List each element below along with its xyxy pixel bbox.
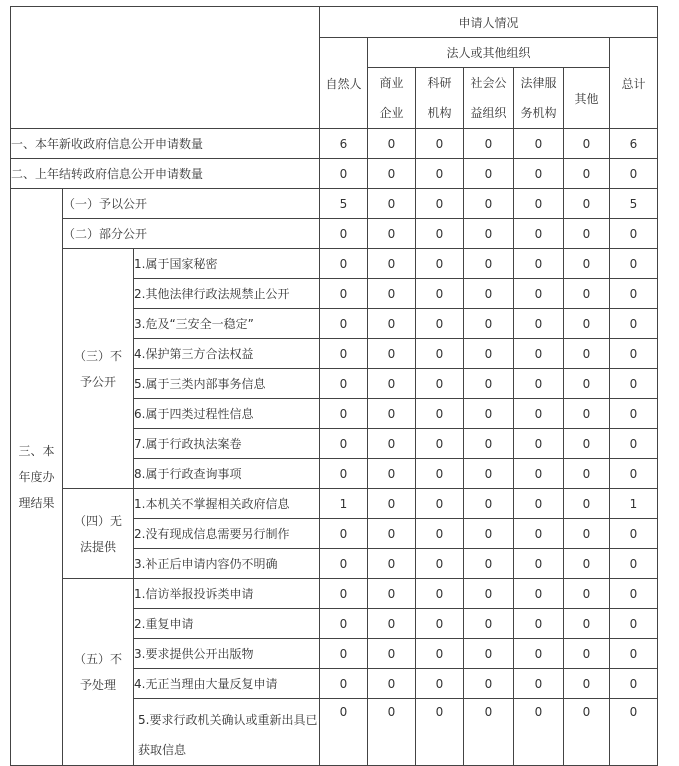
cell-value: 0 (610, 699, 658, 766)
cell-value: 0 (368, 489, 416, 519)
cell-value: 0 (514, 279, 564, 309)
table-row (11, 189, 658, 219)
cell-value: 0 (564, 519, 610, 549)
cell-value: 0 (564, 309, 610, 339)
cell-value: 0 (320, 159, 368, 189)
cell-value: 0 (610, 669, 658, 699)
cell-value: 0 (514, 129, 564, 159)
cell-value: 0 (416, 429, 464, 459)
row-label: 3.危及“三安全一稳定” (134, 309, 320, 339)
cell-value: 0 (368, 309, 416, 339)
cell-value: 0 (514, 489, 564, 519)
cell-value: 0 (610, 549, 658, 579)
cell-value: 0 (610, 339, 658, 369)
row-label: 2.其他法律行政法规禁止公开 (134, 279, 320, 309)
total-header: 总计 (610, 38, 658, 129)
commercial-header: 商业 企业 (368, 68, 416, 129)
cell-value: 0 (564, 459, 610, 489)
cell-value: 0 (464, 129, 514, 159)
row-label: 1.本机关不掌握相关政府信息 (134, 489, 320, 519)
cell-value: 0 (464, 429, 514, 459)
cell-value: 0 (610, 309, 658, 339)
cell-value: 0 (514, 699, 564, 766)
cell-value: 0 (464, 249, 514, 279)
cell-value: 0 (368, 279, 416, 309)
cell-value: 0 (564, 369, 610, 399)
cell-value: 0 (514, 459, 564, 489)
cell-value: 0 (368, 459, 416, 489)
cell-value: 0 (514, 639, 564, 669)
cell-value: 0 (464, 549, 514, 579)
cell-value: 0 (416, 399, 464, 429)
cell-value: 0 (416, 189, 464, 219)
cell-value: 0 (368, 189, 416, 219)
cell-value: 0 (564, 159, 610, 189)
row-label: （一）予以公开 (63, 189, 320, 219)
unable-group-label: （四）无 法提供 (63, 489, 134, 579)
cell-value: 0 (564, 579, 610, 609)
row-label: 2.没有现成信息需要另行制作 (134, 519, 320, 549)
cell-value: 0 (368, 339, 416, 369)
cell-value: 0 (416, 249, 464, 279)
gov-info-disclosure-table (10, 6, 658, 766)
cell-value: 0 (610, 519, 658, 549)
cell-value: 0 (610, 159, 658, 189)
cell-value: 0 (320, 249, 368, 279)
row-label: 一、本年新收政府信息公开申请数量 (11, 129, 320, 159)
cell-value: 0 (320, 309, 368, 339)
cell-value: 0 (416, 639, 464, 669)
header-corner-cell (11, 7, 320, 129)
cell-value: 0 (464, 219, 514, 249)
cell-value: 0 (320, 369, 368, 399)
row-label: 7.属于行政执法案卷 (134, 429, 320, 459)
cell-value: 0 (514, 399, 564, 429)
cell-value: 0 (368, 369, 416, 399)
cell-value: 0 (610, 279, 658, 309)
cell-value: 0 (564, 129, 610, 159)
cell-value: 0 (464, 459, 514, 489)
cell-value: 6 (610, 129, 658, 159)
cell-value: 6 (320, 129, 368, 159)
cell-value: 0 (610, 369, 658, 399)
cell-value: 0 (416, 519, 464, 549)
cell-value: 0 (320, 519, 368, 549)
cell-value: 0 (320, 429, 368, 459)
cell-value: 0 (416, 129, 464, 159)
cell-value: 0 (368, 639, 416, 669)
row-label: 5.属于三类内部事务信息 (134, 369, 320, 399)
cell-value: 0 (564, 219, 610, 249)
cell-value: 0 (416, 339, 464, 369)
cell-value: 0 (514, 549, 564, 579)
cell-value: 1 (320, 489, 368, 519)
cell-value: 0 (514, 519, 564, 549)
legal-service-header: 法律服 务机构 (514, 68, 564, 129)
cell-value: 0 (610, 639, 658, 669)
cell-value: 0 (514, 219, 564, 249)
row-label: 1.属于国家秘密 (134, 249, 320, 279)
cell-value: 0 (610, 249, 658, 279)
table-row (11, 219, 658, 249)
cell-value: 0 (368, 249, 416, 279)
legal-orgs-header: 法人或其他组织 (368, 38, 610, 68)
cell-value: 0 (368, 129, 416, 159)
cell-value: 0 (514, 429, 564, 459)
cell-value: 0 (320, 699, 368, 766)
cell-value: 0 (320, 609, 368, 639)
other-header: 其他 (564, 68, 610, 129)
cell-value: 0 (514, 369, 564, 399)
natural-person-header: 自然人 (320, 38, 368, 129)
table-row (11, 489, 658, 519)
cell-value: 0 (320, 459, 368, 489)
row-label: 2.重复申请 (134, 609, 320, 639)
cell-value: 0 (320, 219, 368, 249)
cell-value: 0 (464, 189, 514, 219)
cell-value: 0 (464, 579, 514, 609)
applicant-situation-header: 申请人情况 (320, 7, 658, 38)
cell-value: 0 (464, 669, 514, 699)
row-label: 1.信访举报投诉类申请 (134, 579, 320, 609)
cell-value: 0 (416, 579, 464, 609)
cell-value: 0 (564, 339, 610, 369)
cell-value: 0 (514, 339, 564, 369)
cell-value: 0 (416, 489, 464, 519)
not-process-group-label: （五）不 予处理 (63, 579, 134, 766)
cell-value: 0 (610, 219, 658, 249)
header-row-1 (11, 7, 658, 38)
cell-value: 0 (564, 249, 610, 279)
cell-value: 0 (416, 699, 464, 766)
cell-value: 0 (564, 639, 610, 669)
cell-value: 0 (368, 399, 416, 429)
social-public-header: 社会公 益组织 (464, 68, 514, 129)
cell-value: 0 (368, 609, 416, 639)
cell-value: 0 (320, 579, 368, 609)
cell-value: 0 (464, 279, 514, 309)
cell-value: 0 (368, 219, 416, 249)
cell-value: 0 (610, 579, 658, 609)
not-disclose-group-label: （三）不 予公开 (63, 249, 134, 489)
cell-value: 0 (320, 639, 368, 669)
cell-value: 0 (464, 699, 514, 766)
cell-value: 0 (564, 669, 610, 699)
cell-value: 0 (514, 159, 564, 189)
cell-value: 0 (564, 189, 610, 219)
cell-value: 0 (416, 279, 464, 309)
cell-value: 0 (514, 609, 564, 639)
cell-value: 0 (320, 279, 368, 309)
cell-value: 0 (610, 609, 658, 639)
table-row (11, 579, 658, 609)
cell-value: 0 (610, 429, 658, 459)
cell-value: 0 (464, 489, 514, 519)
row-label: 3.补正后申请内容仍不明确 (134, 549, 320, 579)
cell-value: 1 (610, 489, 658, 519)
cell-value: 0 (564, 399, 610, 429)
research-header: 科研 机构 (416, 68, 464, 129)
table-row (11, 129, 658, 159)
cell-value: 0 (464, 609, 514, 639)
cell-value: 0 (564, 549, 610, 579)
table-container (10, 6, 658, 766)
cell-value: 0 (464, 639, 514, 669)
cell-value: 0 (320, 339, 368, 369)
row-label: 8.属于行政查询事项 (134, 459, 320, 489)
cell-value: 0 (514, 249, 564, 279)
cell-value: 5 (610, 189, 658, 219)
cell-value: 0 (368, 159, 416, 189)
cell-value: 0 (564, 279, 610, 309)
cell-value: 0 (464, 339, 514, 369)
cell-value: 0 (464, 159, 514, 189)
cell-value: 0 (416, 459, 464, 489)
table-row (11, 249, 658, 279)
cell-value: 0 (564, 609, 610, 639)
cell-value: 0 (368, 669, 416, 699)
cell-value: 0 (464, 519, 514, 549)
cell-value: 0 (610, 459, 658, 489)
cell-value: 0 (320, 549, 368, 579)
cell-value: 0 (320, 669, 368, 699)
cell-value: 0 (416, 309, 464, 339)
row-label: （二）部分公开 (63, 219, 320, 249)
cell-value: 0 (564, 699, 610, 766)
row-label: 4.保护第三方合法权益 (134, 339, 320, 369)
cell-value: 0 (514, 579, 564, 609)
cell-value: 0 (416, 219, 464, 249)
cell-value: 0 (368, 579, 416, 609)
row-label: 二、上年结转政府信息公开申请数量 (11, 159, 320, 189)
cell-value: 0 (564, 429, 610, 459)
cell-value: 0 (464, 399, 514, 429)
row-label: 3.要求提供公开出版物 (134, 639, 320, 669)
cell-value: 0 (368, 519, 416, 549)
table-row (11, 159, 658, 189)
cell-value: 0 (564, 489, 610, 519)
cell-value: 0 (368, 699, 416, 766)
row-label: 6.属于四类过程性信息 (134, 399, 320, 429)
cell-value: 0 (416, 609, 464, 639)
cell-value: 0 (320, 399, 368, 429)
cell-value: 0 (514, 669, 564, 699)
cell-value: 0 (416, 159, 464, 189)
cell-value: 0 (416, 669, 464, 699)
cell-value: 0 (368, 429, 416, 459)
cell-value: 0 (416, 549, 464, 579)
cell-value: 0 (514, 189, 564, 219)
cell-value: 0 (464, 369, 514, 399)
section3-label: 三、本 年度办 理结果 (11, 189, 63, 766)
cell-value: 0 (610, 399, 658, 429)
cell-value: 0 (464, 309, 514, 339)
cell-value: 0 (514, 309, 564, 339)
row-label: 4.无正当理由大量反复申请 (134, 669, 320, 699)
cell-value: 5 (320, 189, 368, 219)
cell-value: 0 (368, 549, 416, 579)
row-label: 5.要求行政机关确认或重新出具已获取信息 (134, 699, 320, 766)
cell-value: 0 (416, 369, 464, 399)
